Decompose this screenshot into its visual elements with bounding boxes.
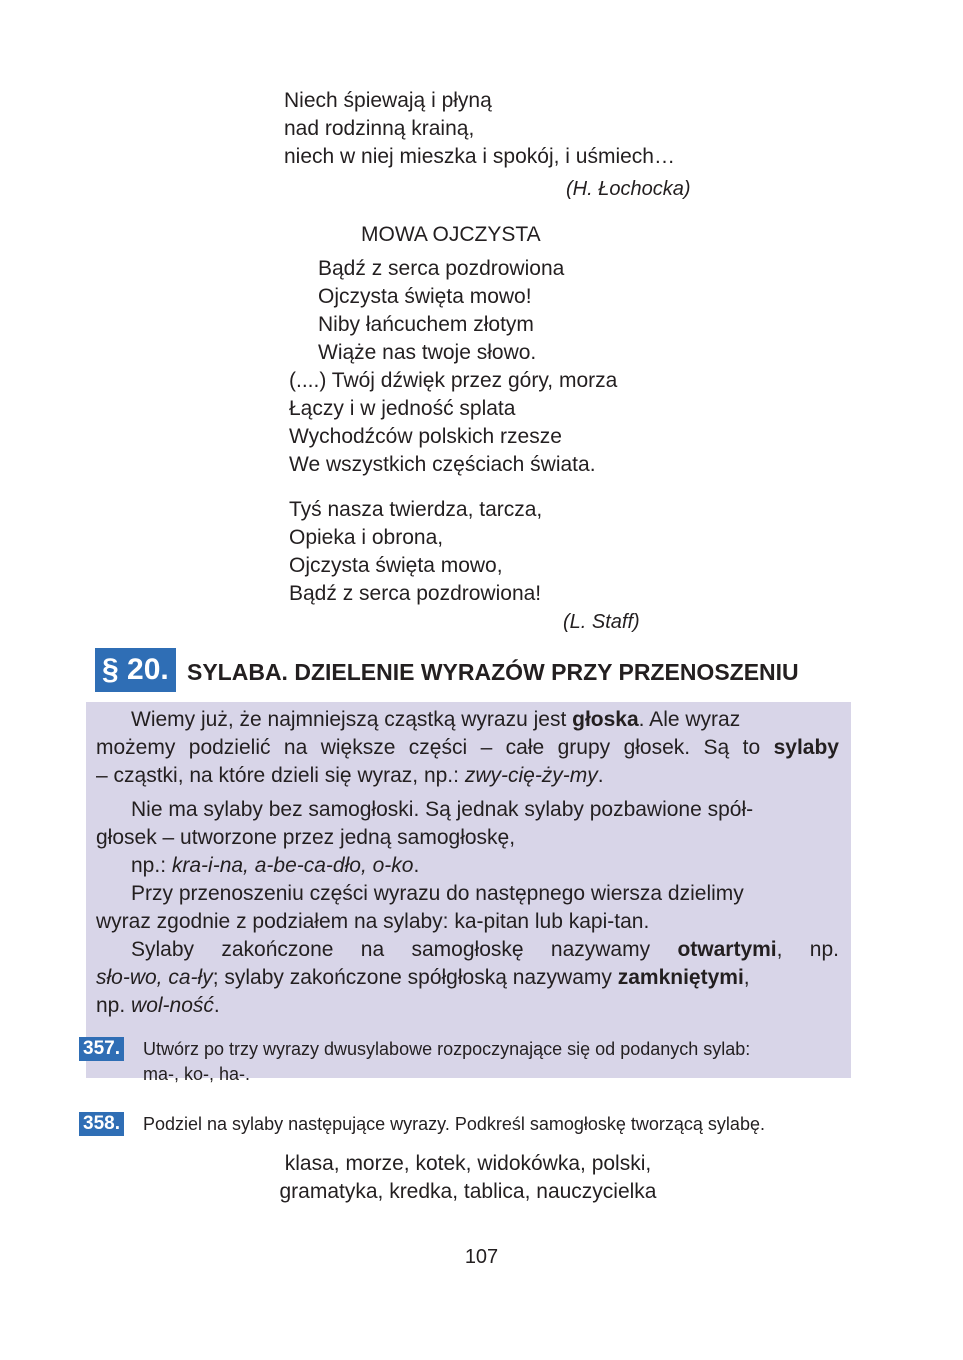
- rule-line: Nie ma sylaby bez samogłoski. Są jednak sylaby pozbawione spół-: [131, 798, 754, 821]
- poem-author: (H. Łochocka): [566, 178, 691, 200]
- poem-line: We wszystkich częściach świata.: [289, 453, 596, 476]
- exercise-instruction: ma-, ko-, ha-.: [143, 1064, 251, 1084]
- exercise-number-badge: 358.: [79, 1112, 124, 1136]
- rule-line: możemy podzielić na większe części – całe grupy głosek. Są to sylaby: [96, 736, 839, 759]
- poem-line: Niby łańcuchem złotym: [318, 313, 534, 336]
- section-number-badge: § 20.: [95, 648, 176, 692]
- poem-line: (....) Twój dźwięk przez góry, morza: [289, 369, 618, 392]
- poem-line: niech w niej mieszka i spokój, i uśmiech…: [284, 145, 675, 168]
- page-number: 107: [464, 1246, 499, 1268]
- word-list-line: gramatyka, kredka, tablica, nauczycielka: [279, 1180, 657, 1203]
- poem-line: Ojczysta święta mowo!: [318, 285, 532, 308]
- poem-line: Bądź z serca pozdrowiona!: [289, 582, 542, 605]
- rule-line: Wiemy już, że najmniejszą cząstką wyrazu jest głoska. Ale wyraz: [131, 708, 741, 731]
- poem-title: MOWA OJCZYSTA: [361, 223, 541, 246]
- exercise-instruction: Utwórz po trzy wyrazy dwusylabowe rozpoczynające się od podanych sylab:: [143, 1039, 751, 1059]
- poem-line: nad rodzinną krainą,: [284, 117, 475, 140]
- section-title: SYLABA. DZIELENIE WYRAZÓW PRZY PRZENOSZENIU: [187, 659, 799, 685]
- poem-line: Tyś nasza twierdza, tarcza,: [289, 498, 543, 521]
- exercise-instruction: Podziel na sylaby następujące wyrazy. Podkreśl samogłoskę tworzącą sylabę.: [143, 1114, 765, 1134]
- exercise-number-badge: 357.: [79, 1037, 124, 1061]
- rule-line: – cząstki, na które dzieli się wyraz, np.: zwy-cię-ży-my.: [96, 764, 604, 787]
- rule-line: np. wol-ność.: [96, 994, 220, 1017]
- poem-line: Wiąże nas twoje słowo.: [318, 341, 537, 364]
- rule-line: sło-wo, ca-ły; sylaby zakończone spółgłoską nazywamy zamkniętymi,: [96, 966, 750, 989]
- rule-line: Przy przenoszeniu części wyrazu do następnego wiersza dzielimy: [131, 882, 744, 905]
- poem-author: (L. Staff): [563, 611, 640, 633]
- poem-line: Bądź z serca pozdrowiona: [318, 257, 565, 280]
- rule-line: np.: kra-i-na, a-be-ca-dło, o-ko.: [131, 854, 420, 877]
- poem-line: Wychodźców polskich rzesze: [289, 425, 562, 448]
- poem-line: Opieka i obrona,: [289, 526, 444, 549]
- rule-line: wyraz zgodnie z podziałem na sylaby: ka-pitan lub kapi-tan.: [96, 910, 650, 933]
- poem-line: Ojczysta święta mowo,: [289, 554, 503, 577]
- rule-line: Sylaby zakończone na samogłoskę nazywamy otwartymi, np.: [131, 938, 839, 961]
- rule-line: głosek – utworzone przez jedną samogłoskę,: [96, 826, 516, 849]
- word-list-line: klasa, morze, kotek, widokówka, polski,: [284, 1152, 652, 1175]
- poem-line: Łączy i w jedność splata: [289, 397, 516, 420]
- poem-line: Niech śpiewają i płyną: [284, 89, 492, 112]
